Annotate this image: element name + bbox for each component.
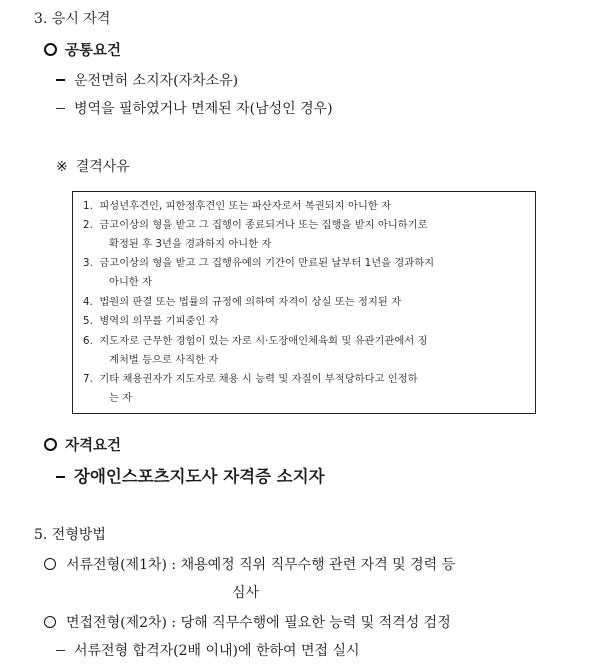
disqualification-line: 계처벌 등으로 사직한 자 <box>109 355 219 366</box>
disqualification-line: 3. 금고이상의 형을 받고 그 집행유예의 기간이 만료된 날부터 1년을 경과하지 <box>83 258 435 269</box>
disqualification-line: 2. 금고이상의 형을 받고 그 집행이 종료되거나 또는 집행을 받지 아니하기로 <box>83 220 428 231</box>
dash-bullet-icon <box>56 650 65 651</box>
disqualification-line: 7. 기타 채용권자가 지도자로 채용 시 능력 및 자질이 부적당하다고 인정하 <box>83 374 418 385</box>
dash-bullet-icon <box>56 79 65 81</box>
circle-bullet-icon <box>44 43 57 56</box>
disqualification-line: 아니한 자 <box>109 277 153 288</box>
disqualification-line: 1. 피성년후견인, 피한정후견인 또는 파산자로서 복권되지 아니한 자 <box>83 201 392 212</box>
qualification-title: 자격요건 <box>44 434 121 455</box>
circle-bullet-icon <box>44 558 56 570</box>
disqualification-line: 4. 법원의 판결 또는 법률의 규정에 의하여 자격이 상실 또는 정지된 자 <box>83 297 402 308</box>
selection-note: 서류전형 합격자(2배 이내)에 한하여 면접 실시 <box>56 640 360 660</box>
section-heading: 5. 전형방법 <box>34 527 106 543</box>
disqualification-line: 는 자 <box>109 393 133 404</box>
common-requirement-item: 병역을 필하였거나 면제된 자(남성인 경우) <box>56 98 333 118</box>
section-heading: 3. 응시 자격 <box>34 11 111 27</box>
disqualification-line: 확정된 후 3년을 경과하지 아니한 자 <box>109 239 272 250</box>
disqualification-box <box>72 191 536 414</box>
common-requirements-title: 공통요건 <box>44 39 121 60</box>
circle-bullet-icon <box>44 616 56 628</box>
qualification-item: 장애인스포츠지도사 자격증 소지자 <box>56 463 325 487</box>
disqualification-line: 6. 지도자로 근무한 경험이 있는 자로 시·도장애인체육회 및 유관기관에서 징 <box>83 336 428 347</box>
circle-bullet-icon <box>44 438 57 451</box>
selection-stage: 서류전형(제1차) : 채용예정 직위 직무수행 관련 자격 및 경력 등 <box>44 554 455 574</box>
dash-bullet-icon <box>56 108 65 109</box>
selection-stage: 면접전형(제2차) : 당해 직무수행에 필요한 능력 및 적격성 검정 <box>44 612 451 632</box>
reference-mark: ※ <box>56 159 68 175</box>
selection-stage-continuation: 심사 <box>232 585 260 601</box>
dash-bullet-icon <box>56 476 65 478</box>
disqualification-title: ※ 결격사유 <box>56 159 130 175</box>
common-requirement-item: 운전면허 소지자(자차소유) <box>56 70 238 90</box>
disqualification-line: 5. 병역의 의무를 기피중인 자 <box>83 316 219 327</box>
